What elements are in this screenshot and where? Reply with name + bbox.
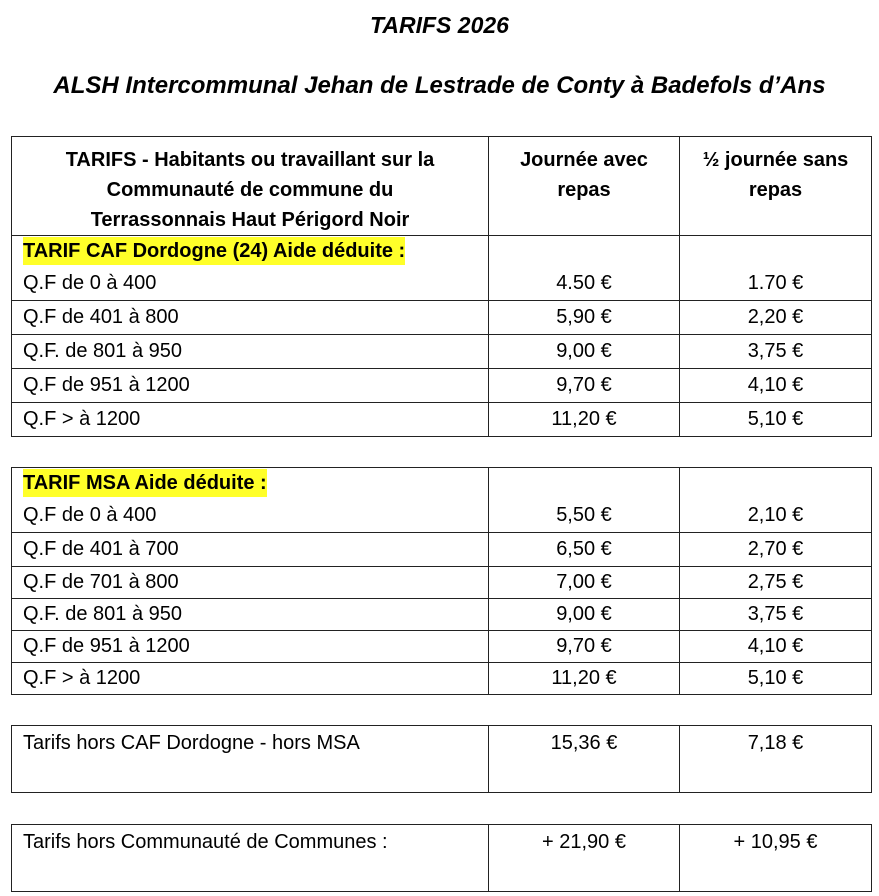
- row-label: Tarifs hors Communauté de Communes :: [12, 825, 489, 892]
- table-row: [12, 631, 872, 663]
- day-price: 6,50 €: [489, 533, 680, 567]
- msa-section-heading: TARIF MSA Aide déduite :: [23, 469, 267, 497]
- day-price: 9,70 €: [489, 631, 680, 663]
- row-label: Q.F de 0 à 400: [23, 504, 157, 526]
- half-price: 4,10 €: [680, 369, 872, 403]
- page-subtitle: ALSH Intercommunal Jehan de Lestrade de Conty à Badefols d’Ans: [53, 72, 826, 99]
- day-price: 5,90 €: [489, 301, 680, 335]
- hors-caf-table: [11, 725, 872, 793]
- header-line: Journée avec: [520, 149, 648, 171]
- table-row: [12, 369, 872, 403]
- half-price: 5,10 €: [680, 403, 872, 437]
- table-row: [12, 663, 872, 695]
- header-line: repas: [557, 179, 611, 201]
- half-price: 2,75 €: [680, 567, 872, 599]
- table-row: [12, 335, 872, 369]
- header-line: TARIFS - Habitants ou travaillant sur la: [65, 149, 435, 171]
- header-line: repas: [748, 179, 803, 201]
- row-label: Tarifs hors CAF Dordogne - hors MSA: [12, 726, 489, 793]
- half-price: 2,20 €: [680, 301, 872, 335]
- table-row: [12, 533, 872, 567]
- hors-cc-table: [11, 824, 872, 892]
- row-label: Q.F de 951 à 1200: [12, 369, 489, 403]
- day-price: 9,00 €: [489, 599, 680, 631]
- header-full-day: [489, 137, 680, 236]
- half-price: 4,10 €: [680, 631, 872, 663]
- day-price-cell: [489, 236, 680, 301]
- msa-tariff-table: [11, 467, 872, 695]
- day-price: + 21,90 €: [489, 825, 680, 892]
- row-label: Q.F de 401 à 700: [12, 533, 489, 567]
- page-title: TARIFS 2026: [370, 12, 509, 38]
- row-label: Q.F. de 801 à 950: [12, 599, 489, 631]
- half-price: + 10,95 €: [680, 825, 872, 892]
- header-line: Communauté de commune du: [106, 179, 394, 201]
- half-price: 1.70 €: [747, 272, 804, 294]
- day-price: 11,20 €: [489, 403, 680, 437]
- day-price: 9,00 €: [489, 335, 680, 369]
- day-price: 7,00 €: [489, 567, 680, 599]
- header-half-day: [680, 137, 872, 236]
- half-price: 3,75 €: [680, 599, 872, 631]
- half-price-cell: [680, 236, 872, 301]
- caf-tariff-table: [11, 136, 872, 437]
- half-price: 2,70 €: [680, 533, 872, 567]
- row-label-cell: [12, 236, 489, 301]
- table-row: [12, 825, 872, 892]
- half-price: 2,10 €: [747, 504, 804, 526]
- row-label: Q.F > à 1200: [12, 403, 489, 437]
- row-label: Q.F > à 1200: [12, 663, 489, 695]
- row-label: Q.F de 951 à 1200: [12, 631, 489, 663]
- day-price: 11,20 €: [489, 663, 680, 695]
- header-line: Terrassonnais Haut Périgord Noir: [90, 209, 410, 231]
- half-price: 5,10 €: [680, 663, 872, 695]
- table-row: [12, 403, 872, 437]
- table-row: [12, 726, 872, 793]
- half-price: 7,18 €: [680, 726, 872, 793]
- header-line: ½ journée sans: [702, 149, 849, 171]
- day-price: 5,50 €: [556, 504, 612, 526]
- table-header-row: [12, 137, 872, 236]
- row-label-cell: [12, 468, 489, 533]
- table-row: [12, 567, 872, 599]
- header-residents: [12, 137, 489, 236]
- day-price: 15,36 €: [489, 726, 680, 793]
- day-price: 9,70 €: [489, 369, 680, 403]
- table-row: [12, 301, 872, 335]
- table-row: [12, 468, 872, 533]
- half-price-cell: [680, 468, 872, 533]
- row-label: Q.F de 401 à 800: [12, 301, 489, 335]
- day-price: 4.50 €: [556, 272, 612, 294]
- half-price: 3,75 €: [680, 335, 872, 369]
- row-label: Q.F. de 801 à 950: [12, 335, 489, 369]
- table-row: [12, 236, 872, 301]
- caf-section-heading: TARIF CAF Dordogne (24) Aide déduite :: [23, 237, 405, 265]
- row-label: Q.F de 701 à 800: [12, 567, 489, 599]
- day-price-cell: [489, 468, 680, 533]
- row-label: Q.F de 0 à 400: [23, 272, 157, 294]
- table-row: [12, 599, 872, 631]
